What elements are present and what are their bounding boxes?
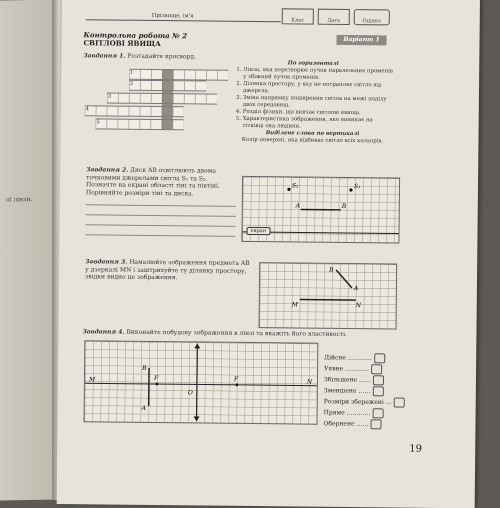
point-a-label: A	[141, 405, 147, 412]
crossword-number: 4	[86, 106, 89, 112]
center-o-label: O	[188, 389, 193, 396]
mirror-mn	[300, 300, 356, 301]
source-s1-point	[349, 188, 352, 191]
s1-label: S₁	[354, 183, 361, 190]
property-checkbox[interactable]	[372, 386, 383, 396]
task1-label: Завдання 1.	[83, 52, 125, 59]
point-a-label: A	[295, 202, 301, 209]
mark-box[interactable]	[354, 9, 390, 25]
horizontal-title: По горизонталі	[233, 60, 393, 69]
source-s2-point	[287, 188, 290, 191]
property-row: Дійсне …………	[324, 353, 385, 364]
task2-label: Завдання 2.	[86, 166, 128, 173]
focus-left-label: F	[153, 375, 159, 382]
task4-diagram	[85, 341, 318, 423]
answer-line[interactable]	[85, 234, 235, 237]
page-number: 19	[409, 444, 422, 455]
task1-heading	[83, 52, 196, 61]
task3-text: Намалюйте зображення предмета AB у дзеркалі MN і заштрихуйте ту ділянку простору, звідки видно це зображення.	[85, 259, 250, 282]
answer-line[interactable]	[86, 214, 236, 217]
class-box[interactable]	[282, 8, 314, 24]
mark-label: Оцінка	[363, 18, 381, 24]
focus-right-label: F	[233, 376, 239, 383]
task4-label: Завдання 4.	[82, 328, 124, 335]
task3-grid[interactable]	[259, 262, 398, 329]
task3-label: Завдання 3.	[85, 258, 127, 265]
property-row: Розміри збережені …	[324, 397, 405, 408]
test-topic: СВІТЛОВІ ЯВИЩА	[83, 38, 160, 48]
property-checkbox[interactable]	[374, 353, 385, 363]
object-ab	[336, 270, 352, 288]
point-m-label: M	[88, 376, 96, 383]
vertical-title: Виділене слово по вертикалі	[233, 130, 393, 139]
properties-list	[323, 353, 444, 444]
property-checkbox[interactable]	[394, 397, 405, 407]
task3-diagram	[260, 263, 397, 328]
optical-axis	[85, 383, 317, 385]
task2-text-block	[86, 166, 236, 198]
adjacent-page	[0, 0, 60, 501]
class-label: Клас	[291, 17, 304, 23]
point-n-label: N	[306, 379, 313, 386]
property-row: Уявне …………	[324, 364, 382, 375]
property-checkbox[interactable]	[373, 375, 384, 385]
task2-text: Диск AB освітлюють двома точковими джерелами світла S₁ та S₂. Позначте на екрані області тіні та півтіні. Порівняйте розміри тіні та диска.	[86, 167, 220, 197]
property-row: Обернене ……	[323, 419, 381, 430]
crossword-number: 1	[130, 70, 133, 76]
lens-arrow-top	[194, 343, 200, 348]
property-checkbox[interactable]	[371, 364, 382, 374]
answer-line[interactable]	[86, 204, 236, 207]
date-box[interactable]	[318, 9, 350, 25]
task3-text-block	[85, 258, 253, 282]
property-checkbox[interactable]	[373, 408, 384, 418]
lens	[197, 344, 198, 420]
answer-line[interactable]	[86, 224, 236, 227]
s2-label: S₂	[292, 182, 299, 189]
crossword	[110, 69, 231, 140]
point-a-label: A	[353, 285, 359, 292]
point-b-label: B	[328, 267, 334, 274]
focus-right-point	[236, 383, 239, 386]
crossword-clues	[232, 60, 393, 146]
vertical-clue: Колір поверхні, яка відбиває світло всіх кольорів.	[232, 137, 392, 146]
task1-text: Розгадайте кросворд.	[127, 53, 196, 61]
clue-item: 3. Зміна напрямку поширення світла на межі поділу двох середовищ.	[243, 95, 393, 111]
property-row: Пряме …………	[324, 408, 384, 419]
date-label: Дата	[327, 18, 340, 24]
point-b-label: B	[341, 203, 347, 210]
name-label: Прізвище, ім'я	[152, 13, 194, 20]
property-checkbox[interactable]	[370, 419, 381, 429]
clue-item: 4. Розділ фізики, що вивчає світлові явища.	[243, 109, 393, 118]
adjacent-page-text: ої лінзи.	[6, 196, 32, 203]
point-b-label: B	[141, 365, 147, 372]
crossword-number: 3	[108, 93, 111, 99]
clue-item: 2. Ділянка простору, у яку не потрапляє світло від джерела.	[243, 81, 393, 97]
crossword-number: 5	[97, 119, 100, 125]
lens-arrow-bottom	[194, 416, 200, 421]
point-n-label: N	[355, 302, 362, 309]
task4-heading	[82, 328, 347, 338]
workbook-page	[57, 0, 480, 508]
crossword-highlighted-column	[162, 69, 174, 129]
task2-grid[interactable]	[241, 176, 400, 244]
property-row: Зменшене ……	[324, 386, 384, 397]
property-row: Збільшене ……	[324, 375, 384, 386]
clue-item: 1. Лінза, яка перетворює пучок паралельних променів у збіжний пучок променів.	[243, 67, 393, 83]
screen-label: екран	[246, 227, 270, 235]
clue-item: 5. Характеристика зображення, яке виникає на сітківці ока людини.	[243, 116, 393, 132]
variant-badge: Варіант 1	[336, 35, 386, 46]
task4-grid[interactable]	[84, 340, 319, 424]
crossword-number: 2	[130, 81, 133, 87]
task4-text: Виконайте побудову зображення в лінзі та вкажіть його властивості.	[126, 329, 347, 338]
test-title: Контрольна робота № 2	[84, 30, 188, 40]
point-m-label: M	[291, 301, 299, 308]
focus-left-point	[156, 383, 159, 386]
